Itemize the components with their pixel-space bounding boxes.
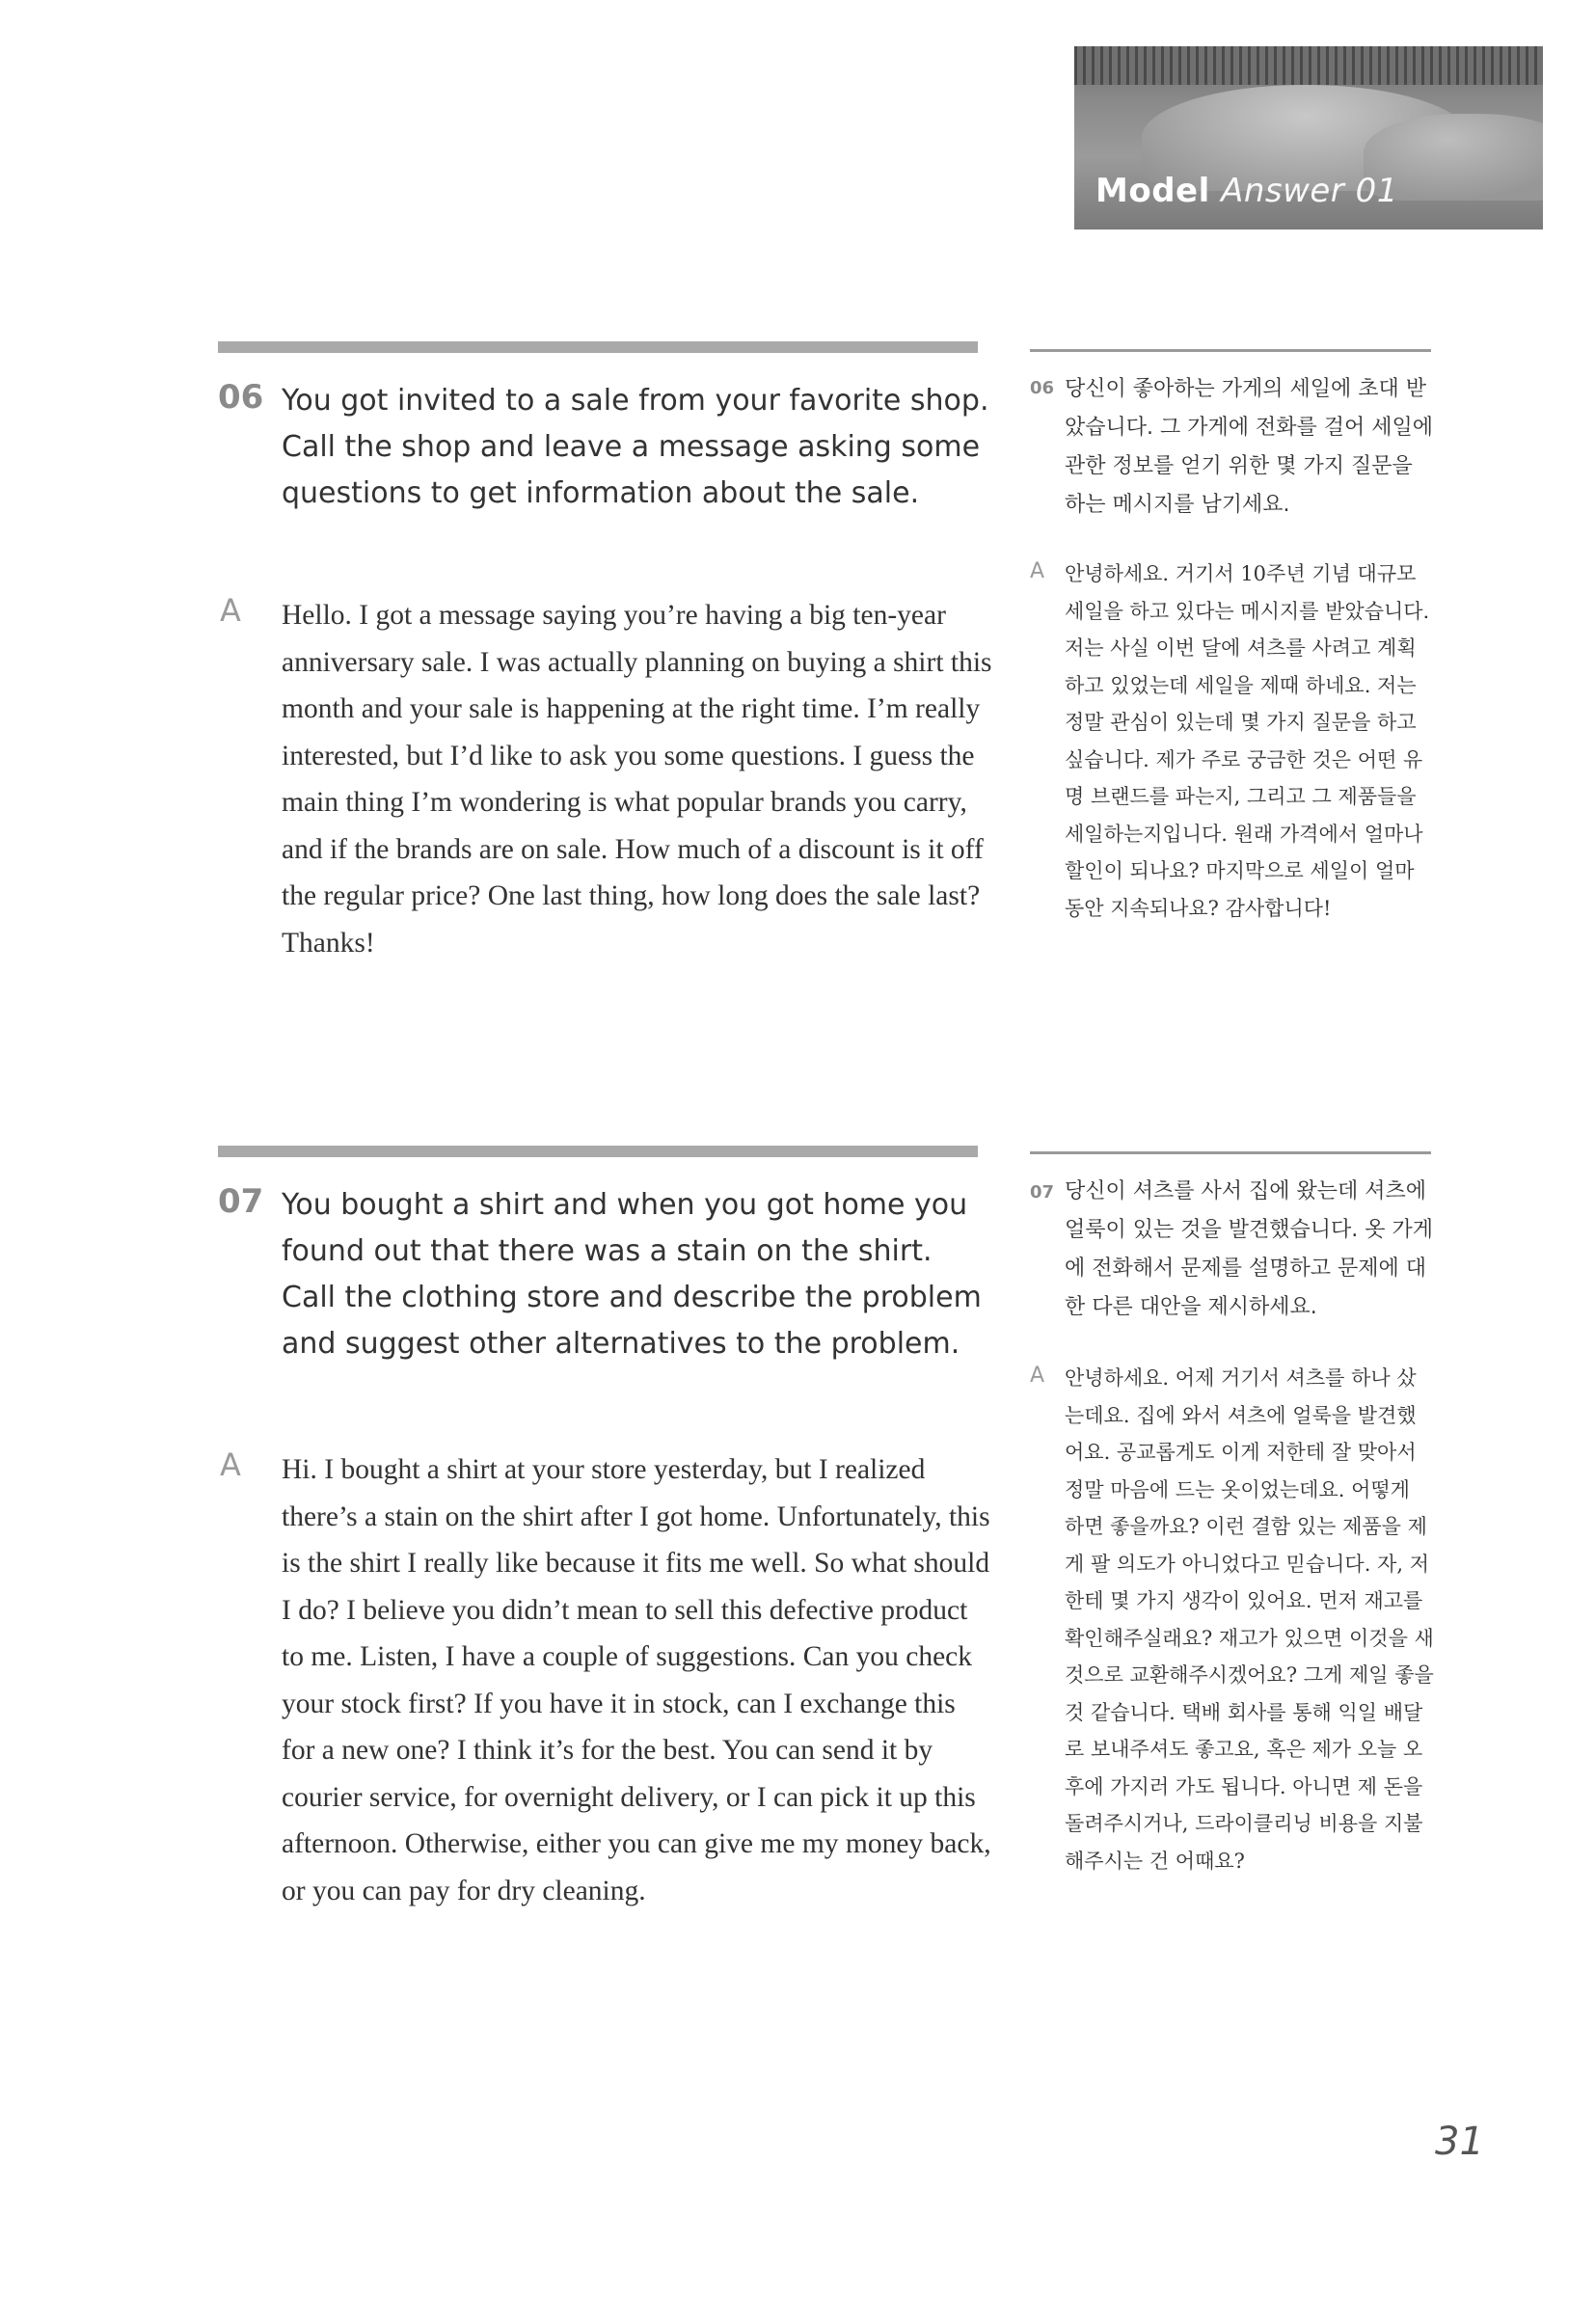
kr-question-text-06: 당신이 좋아하는 가게의 세일에 초대 받았습니다. 그 가게에 전화를 걸어 세일에 관한 정보를 얻기 위한 몇 가지 질문을 하는 메시지를 남기세요. (1065, 377, 1433, 517)
section-divider-06 (218, 341, 978, 353)
question-number-07: 07 (218, 1182, 264, 1221)
kr-section-divider-07 (1030, 1151, 1431, 1154)
question-text-07: You bought a shirt and when you got home you found out that there was a stain on the shirt. Call the clothing store and describe the problem and suggest other alternatives to the problem. (282, 1188, 982, 1361)
kr-question-number-06: 06 (1030, 378, 1055, 398)
kr-question-number-07: 07 (1030, 1182, 1055, 1203)
kr-section-divider-06 (1030, 349, 1431, 352)
kr-question-text-07: 당신이 셔츠를 사서 집에 왔는데 셔츠에 얼룩이 있는 것을 발견했습니다. 옷 가게에 전화해서 문제를 설명하고 문제에 대한 다른 대안을 제시하세요. (1065, 1179, 1433, 1319)
kr-answer-text-06: 안녕하세요. 거기서 10주년 기념 대규모 세일을 하고 있다는 메시지를 받았습니다. 저는 사실 이번 달에 셔츠를 사려고 계획하고 있었는데 세일을 제때 하네요. 저는 정말 관심이 있는데 몇 가지 질문을 하고 싶습니다. 제가 주로 궁금한 것은 어떤 유명 브랜드를 파는지, 그리고 그 제품들을 세일하는지입니다. 원래 가격에서 얼마나 할인이 되나요? 마지막으로 세일이 얼마 동안 지속되나요? 감사합니다! (1065, 562, 1430, 920)
question-number-06: 06 (218, 378, 264, 417)
curtain-pattern (1074, 46, 1543, 85)
answer-mark-07: A (220, 1446, 241, 1483)
kr-answer-text-07: 안녕하세요. 어제 거기서 셔츠를 하나 샀는데요. 집에 와서 셔츠에 얼룩을 발견했어요. 공교롭게도 이게 저한테 잘 맞아서 정말 마음에 드는 옷이었는데요. 어떻게 하면 좋을까요? 이런 결함 있는 제품을 제게 팔 의도가 아니었다고 믿습니다. 자, 저한테 몇 가지 생각이 있어요. 먼저 재고를 확인해주실래요? 재고가 있으면 이것을 새것으로 교환해주시겠어요? 그게 제일 좋을 것 같습니다. 택배 회사를 통해 익일 배달로 보내주셔도 좋고요, 혹은 제가 오늘 오후에 가지러 가도 됩니다. 아니면 제 돈을 돌려주시거나, 드라이클리닝 비용을 지불해주시는 건 어때요? (1065, 1366, 1434, 1873)
kr-answer-mark-07: A (1030, 1364, 1045, 1388)
answer-text-07: Hi. I bought a shirt at your store yesterday, but I realized there’s a stain on the shirt after I got home. Unfortunately, this is the shirt I really like because it fits me well. So what should I do? I believe you didn’t mean to sell this defective product to me. Listen, I have a couple of suggestions. Can you check your stock first? If you have it in stock, can I exchange this for a new one? I think it’s for the best. You can send it by courier service, for overnight delivery, or I can pick it up this afternoon. Otherwise, either you can give me my money back, or you can pay for dry cleaning. (282, 1454, 991, 1906)
answer-text-06: Hello. I got a message saying you’re having a big ten-year anniversary sale. I was actually planning on buying a shirt this month and your sale is happening at the right time. I’m really interested, but I’d like to ask you some questions. I guess the main thing I’m wondering is what popular brands you carry, and if the brands are on sale. How much of a discount is it off the regular price? One last thing, how long does the sale last? Thanks! (282, 600, 992, 959)
section-title-light: Answer 01 (1221, 172, 1398, 210)
section-divider-07 (218, 1146, 978, 1157)
answer-mark-06: A (220, 592, 241, 629)
section-title-bold: Model (1095, 172, 1210, 210)
page-number: 31 (1435, 2120, 1484, 2164)
header-banner (1074, 46, 1543, 230)
kr-answer-mark-06: A (1030, 559, 1045, 583)
question-text-06: You got invited to a sale from your favorite shop. Call the shop and leave a message asking some questions to get information about the sale. (282, 384, 989, 510)
section-title (1095, 172, 1398, 210)
